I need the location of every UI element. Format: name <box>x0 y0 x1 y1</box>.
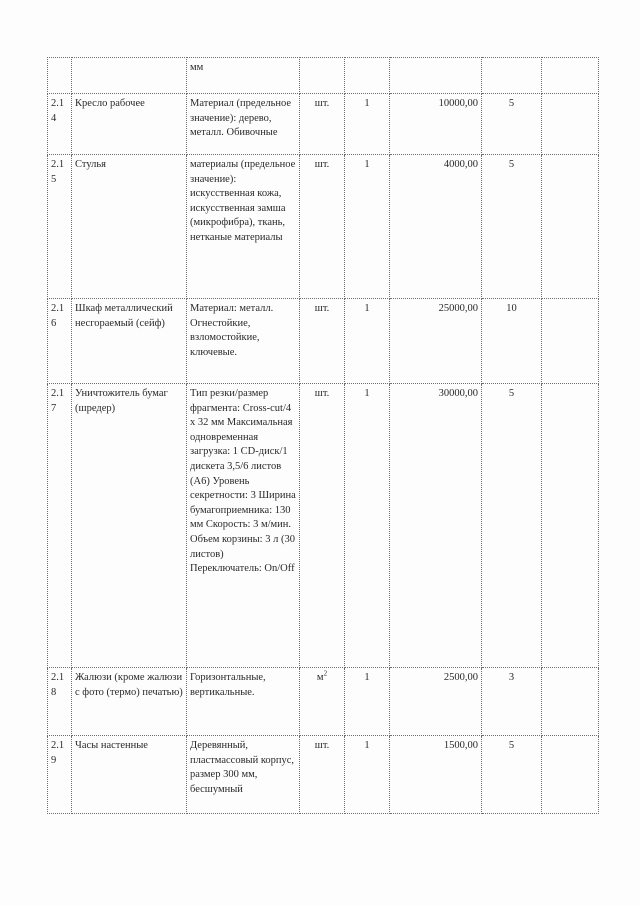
item-name: Шкаф металлический несгораемый (сейф) <box>72 299 187 384</box>
item-service-life: 10 <box>482 299 542 384</box>
table-row <box>48 299 599 384</box>
item-quantity: 1 <box>345 668 390 736</box>
item-service-life <box>482 58 542 94</box>
item-note <box>542 736 599 814</box>
item-service-life: 5 <box>482 155 542 299</box>
item-note <box>542 58 599 94</box>
item-price: 1500,00 <box>390 736 482 814</box>
item-service-life: 5 <box>482 736 542 814</box>
item-unit: шт. <box>300 94 345 155</box>
item-name: Уничтожитель бумаг (шредер) <box>72 384 187 668</box>
table-row <box>48 668 599 736</box>
row-number: 2.19 <box>48 736 72 814</box>
item-price: 10000,00 <box>390 94 482 155</box>
item-service-life: 5 <box>482 384 542 668</box>
item-unit: шт. <box>300 384 345 668</box>
item-price: 2500,00 <box>390 668 482 736</box>
item-description: материалы (предельное значение): искусственная кожа, искусственная замша (микрофибра), ткань, нетканые материалы <box>187 155 300 299</box>
item-quantity: 1 <box>345 155 390 299</box>
item-note <box>542 384 599 668</box>
item-note <box>542 94 599 155</box>
item-quantity: 1 <box>345 736 390 814</box>
item-quantity <box>345 58 390 94</box>
item-name: Кресло рабочее <box>72 94 187 155</box>
item-description: Тип резки/размер фрагмента: Cross-cut/4 x 32 мм Максимальная одновременная загрузка: 1 CD-диск/1 дискета 3,5/6 листов (А6) Уровень секретности: 3 Ширина бумагоприемника: 130 мм Скорость: 3 м/мин. Объем корзины: 3 л (30 листов) Переключатель: On/Off <box>187 384 300 668</box>
item-unit: шт. <box>300 736 345 814</box>
item-quantity: 1 <box>345 299 390 384</box>
item-name: Часы настенные <box>72 736 187 814</box>
item-quantity: 1 <box>345 94 390 155</box>
item-description: Материал (предельное значение): дерево, металл. Обивочные <box>187 94 300 155</box>
item-unit: шт. <box>300 299 345 384</box>
item-description: Материал: металл. Огнестойкие, взломостойкие, ключевые. <box>187 299 300 384</box>
item-unit: шт. <box>300 155 345 299</box>
table-row <box>48 384 599 668</box>
item-price: 4000,00 <box>390 155 482 299</box>
row-number: 2.17 <box>48 384 72 668</box>
row-number: 2.16 <box>48 299 72 384</box>
table-row <box>48 736 599 814</box>
unit-text: м <box>316 672 324 683</box>
item-note <box>542 299 599 384</box>
item-note <box>542 155 599 299</box>
item-unit <box>300 58 345 94</box>
item-service-life: 5 <box>482 94 542 155</box>
item-description: Деревянный, пластмассовый корпус, размер 300 мм, бесшумный <box>187 736 300 814</box>
table-row <box>48 58 599 94</box>
item-note <box>542 668 599 736</box>
table-row <box>48 155 599 299</box>
unit-superscript: 2 <box>323 669 328 678</box>
item-name: Жалюзи (кроме жалюзи с фото (термо) печатью) <box>72 668 187 736</box>
item-unit <box>300 668 345 736</box>
item-description: Горизонтальные, вертикальные. <box>187 668 300 736</box>
item-name <box>72 58 187 94</box>
item-price: 25000,00 <box>390 299 482 384</box>
specification-table <box>47 57 599 814</box>
item-quantity: 1 <box>345 384 390 668</box>
row-number: 2.14 <box>48 94 72 155</box>
item-name: Стулья <box>72 155 187 299</box>
row-number: 2.15 <box>48 155 72 299</box>
item-price: 30000,00 <box>390 384 482 668</box>
table-row <box>48 94 599 155</box>
item-service-life: 3 <box>482 668 542 736</box>
row-number: 2.18 <box>48 668 72 736</box>
row-number <box>48 58 72 94</box>
item-description: мм <box>187 58 300 94</box>
item-price <box>390 58 482 94</box>
